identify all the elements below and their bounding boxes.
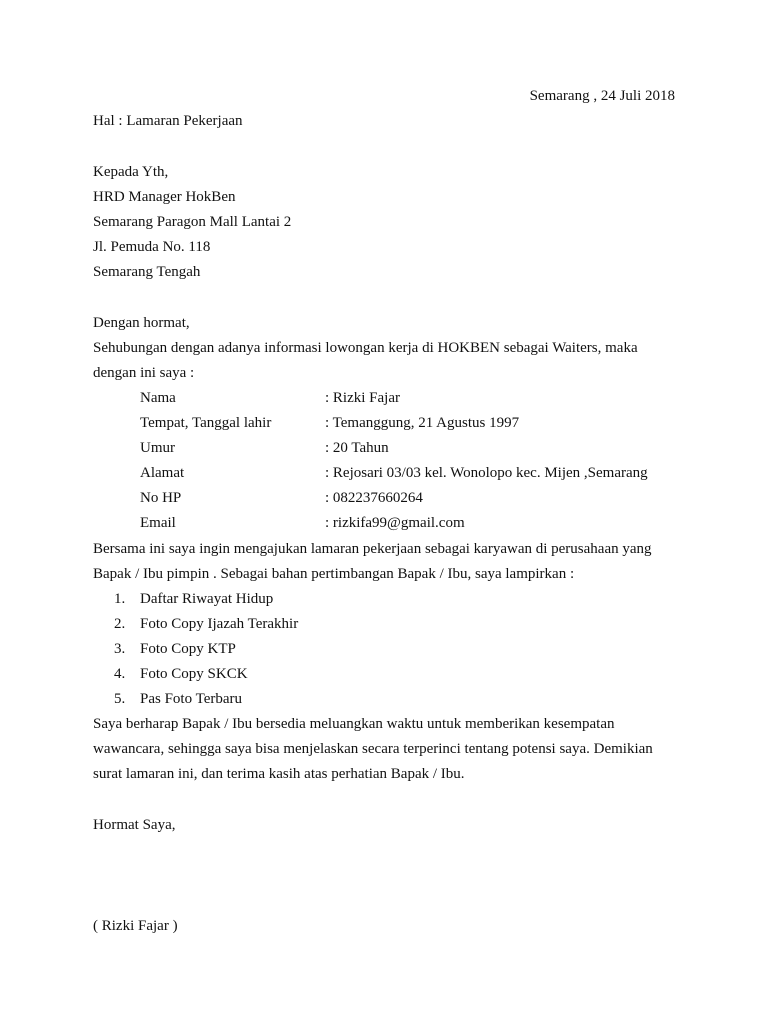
place-date: Semarang , 24 Juli 2018 xyxy=(529,88,675,104)
list-item: Pas Foto Terbaru xyxy=(140,691,242,707)
list-item-number: 4. xyxy=(114,666,126,682)
detail-label-phone: No HP xyxy=(140,490,182,506)
detail-label-nama: Nama xyxy=(140,390,176,406)
recipient-line: Kepada Yth, xyxy=(93,164,169,180)
detail-label-age: Umur xyxy=(140,440,175,456)
paragraph-line: dengan ini saya : xyxy=(93,365,195,381)
paragraph-line: Saya berharap Bapak / Ibu bersedia meluangkan waktu untuk memberikan kesempatan xyxy=(93,716,615,732)
signature-name: ( Rizki Fajar ) xyxy=(93,918,178,934)
detail-value-birth: : Temanggung, 21 Agustus 1997 xyxy=(325,415,520,431)
detail-label-birth: Tempat, Tanggal lahir xyxy=(140,415,272,431)
detail-value-nama: : Rizki Fajar xyxy=(325,390,400,406)
list-item-number: 2. xyxy=(114,616,126,632)
list-item: Foto Copy SKCK xyxy=(140,666,248,682)
paragraph-line: Bapak / Ibu pimpin . Sebagai bahan pertimbangan Bapak / Ibu, saya lampirkan : xyxy=(93,566,575,582)
paragraph-line: surat lamaran ini, dan terima kasih atas perhatian Bapak / Ibu. xyxy=(93,766,465,782)
list-item-number: 5. xyxy=(114,691,126,707)
detail-value-email: : rizkifa99@gmail.com xyxy=(325,515,465,531)
recipient-line: Semarang Tengah xyxy=(93,264,201,280)
paragraph-line: Bersama ini saya ingin mengajukan lamaran pekerjaan sebagai karyawan di perusahaan yang xyxy=(93,541,652,557)
recipient-line: Semarang Paragon Mall Lantai 2 xyxy=(93,214,292,230)
greeting: Dengan hormat, xyxy=(93,315,190,331)
list-item: Foto Copy KTP xyxy=(140,641,236,657)
paragraph-line: wawancara, sehingga saya bisa menjelaskan secara terperinci tentang potensi saya. Demikian xyxy=(93,741,653,757)
detail-label-email: Email xyxy=(140,515,176,531)
detail-value-address: : Rejosari 03/03 kel. Wonolopo kec. Mijen ,Semarang xyxy=(325,465,648,481)
recipient-line: Jl. Pemuda No. 118 xyxy=(93,239,211,255)
recipient-line: HRD Manager HokBen xyxy=(93,189,236,205)
paragraph-line: Sehubungan dengan adanya informasi lowongan kerja di HOKBEN sebagai Waiters, maka xyxy=(93,340,638,356)
list-item-number: 1. xyxy=(114,591,126,607)
detail-label-address: Alamat xyxy=(140,465,185,481)
subject-line: Hal : Lamaran Pekerjaan xyxy=(93,113,243,129)
sign-off: Hormat Saya, xyxy=(93,817,176,833)
list-item: Daftar Riwayat Hidup xyxy=(140,591,274,607)
list-item: Foto Copy Ijazah Terakhir xyxy=(140,616,299,632)
detail-value-age: : 20 Tahun xyxy=(325,440,389,456)
list-item-number: 3. xyxy=(114,641,126,657)
detail-value-phone: : 082237660264 xyxy=(325,490,423,506)
